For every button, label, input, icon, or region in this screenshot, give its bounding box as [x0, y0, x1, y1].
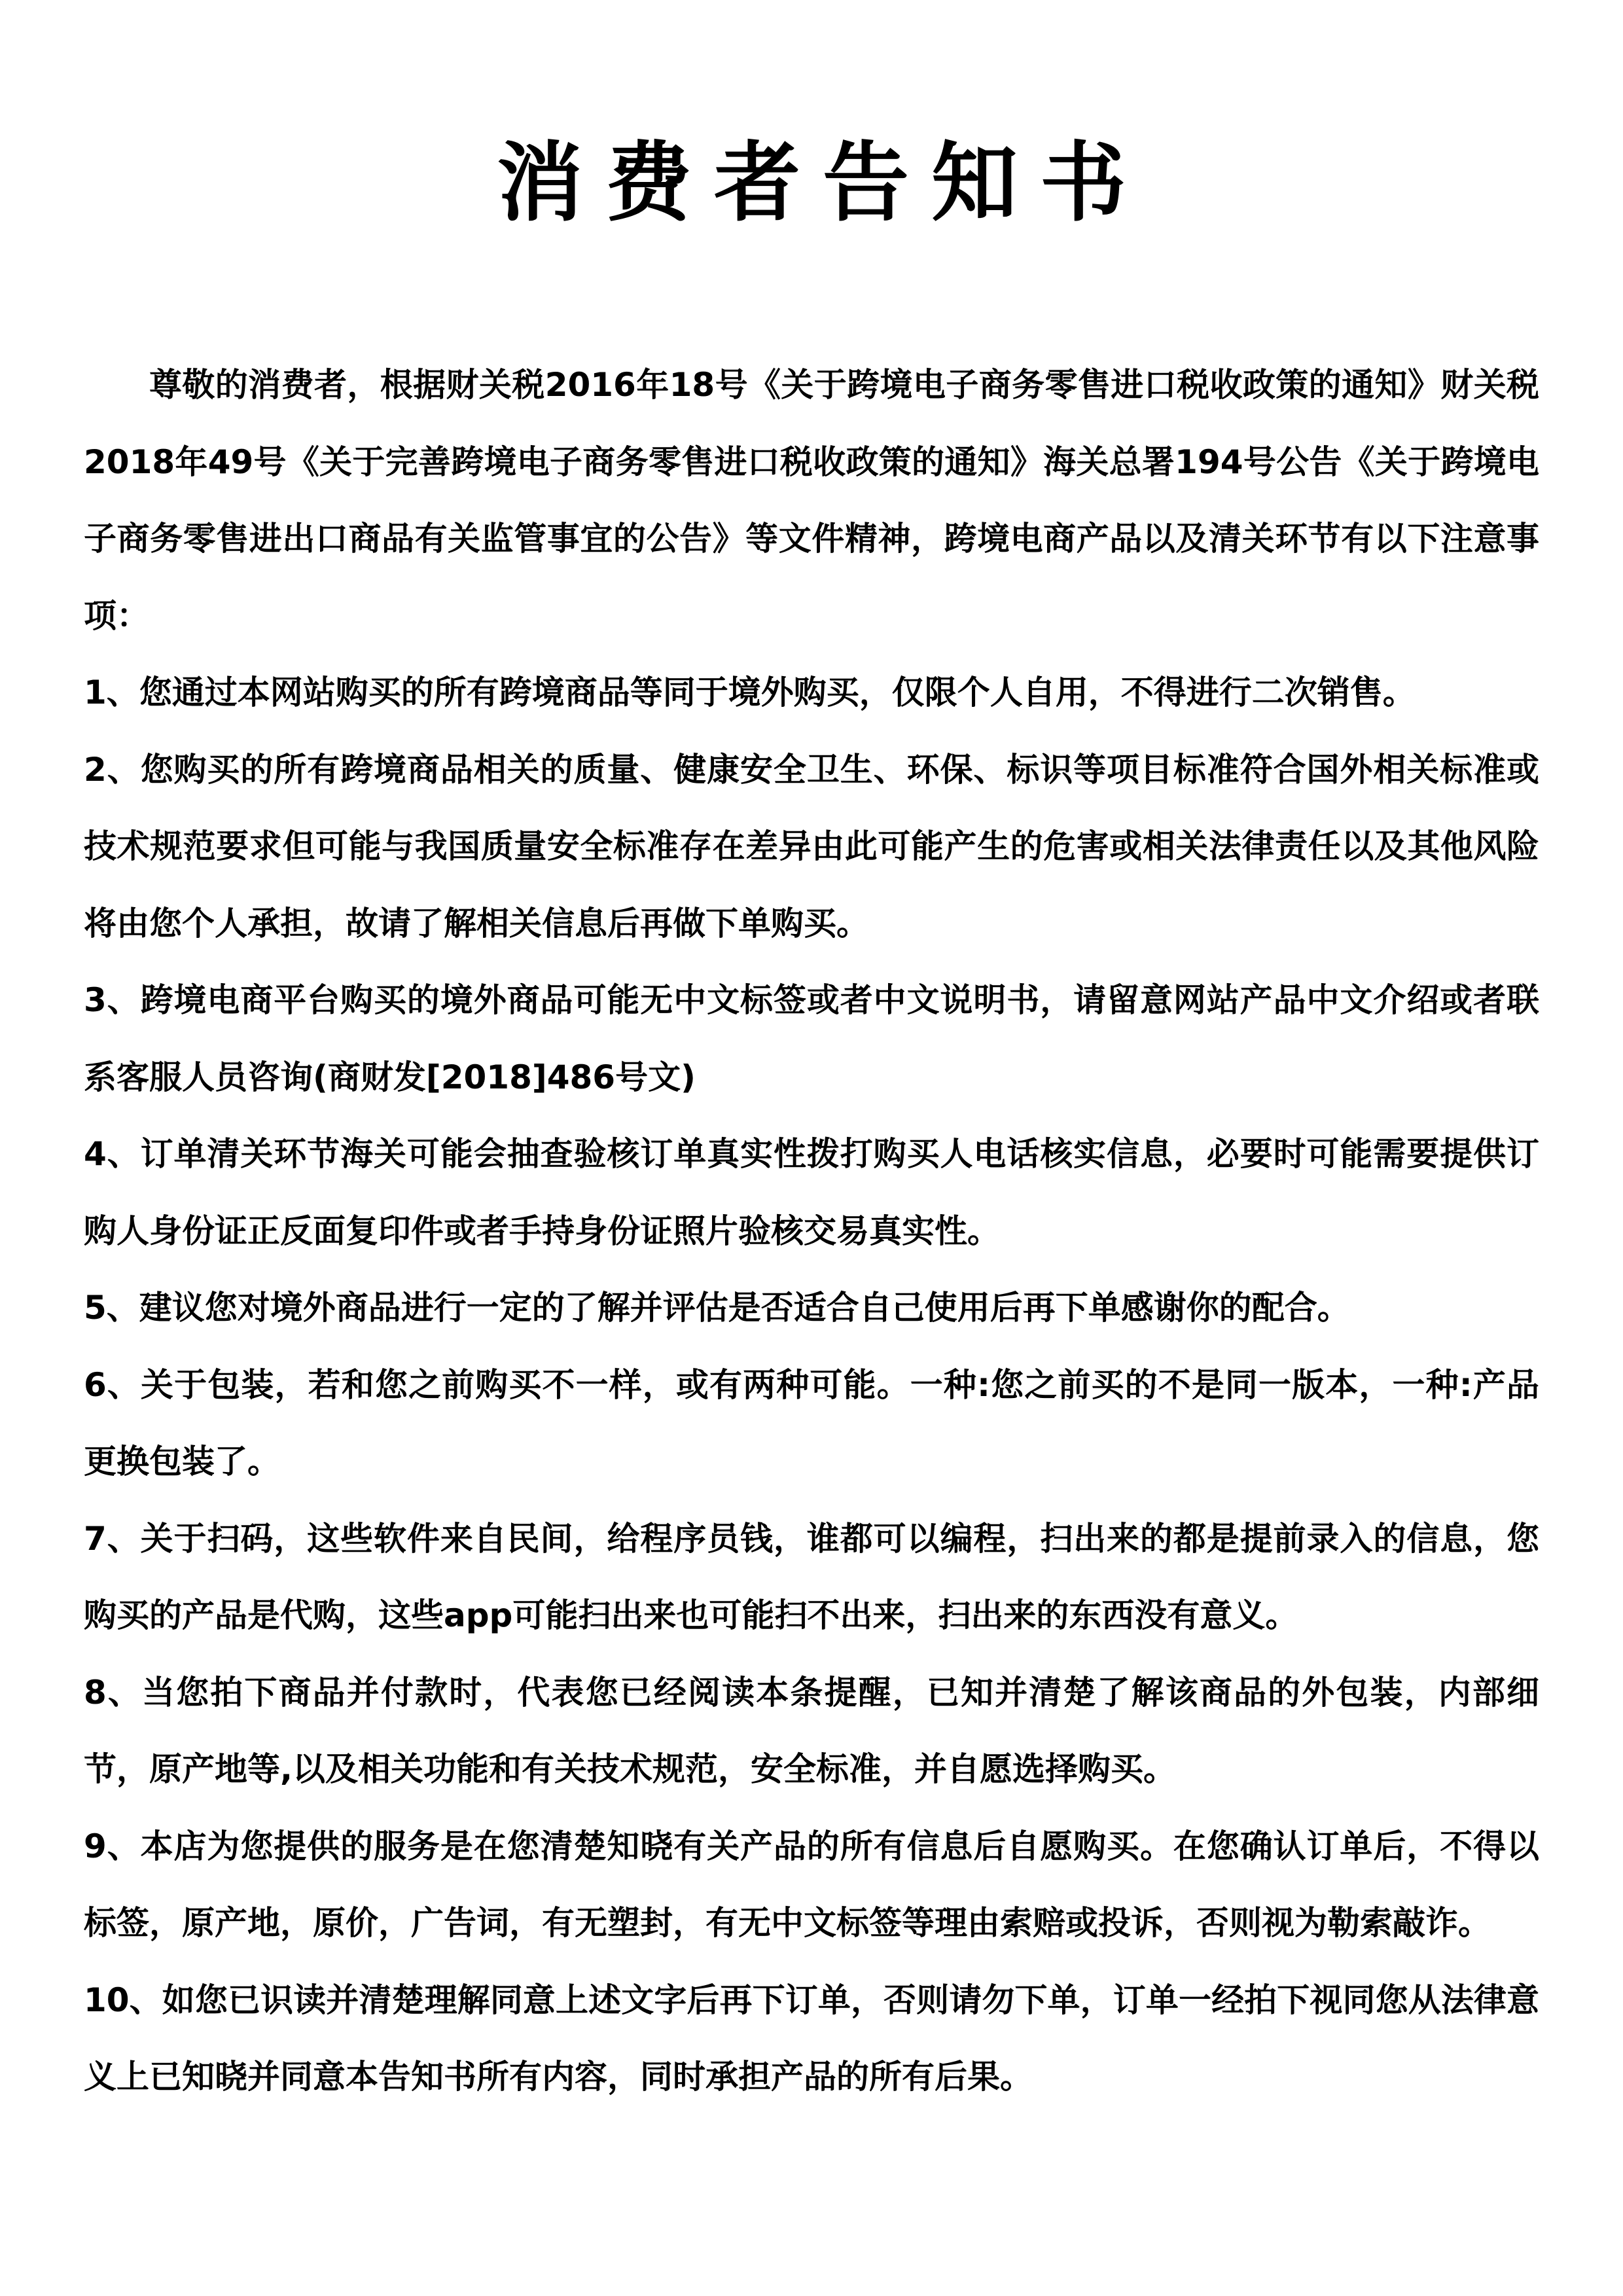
notice-item-8: 8、当您拍下商品并付款时，代表您已经阅读本条提醒，已知并清楚了解该商品的外包装，内部细节，原产地等,以及相关功能和有关技术规范，安全标准，并自愿选择购买。	[84, 1673, 1539, 1788]
notice-item-10: 10、如您已识读并清楚理解同意上述文字后再下订单，否则请勿下单，订单一经拍下视同您从法律意义上已知晓并同意本告知书所有内容，同时承担产品的所有后果。	[84, 1981, 1539, 2096]
notice-item-2: 2、您购买的所有跨境商品相关的质量、健康安全卫生、环保、标识等项目标准符合国外相关标准或技术规范要求但可能与我国质量安全标准存在差异由此可能产生的危害或相关法律责任以及其他风险将由您个人承担，故请了解相关信息后再做下单购买。	[84, 750, 1539, 942]
document-title: 消费者告知书	[497, 133, 1149, 234]
notice-item-5: 5、建议您对境外商品进行一定的了解并评估是否适合自己使用后再下单感谢你的配合。	[84, 1289, 1350, 1327]
notice-item-1: 1、您通过本网站购买的所有跨境商品等同于境外购买，仅限个人自用，不得进行二次销售。	[84, 673, 1416, 711]
notice-item-7: 7、关于扫码，这些软件来自民间，给程序员钱，谁都可以编程，扫出来的都是提前录入的信息，您购买的产品是代购，这些app可能扫出来也可能扫不出来，扫出来的东西没有意义。	[84, 1519, 1539, 1634]
notice-item-9: 9、本店为您提供的服务是在您清楚知晓有关产品的所有信息后自愿购买。在您确认订单后，不得以标签，原产地，原价，广告词，有无塑封，有无中文标签等理由索赔或投诉，否则视为勒索敲诈。	[84, 1827, 1539, 1942]
notice-item-6: 6、关于包装，若和您之前购买不一样，或有两种可能。一种:您之前买的不是同一版本，一种:产品更换包装了。	[84, 1365, 1539, 1480]
notice-item-3: 3、跨境电商平台购买的境外商品可能无中文标签或者中文说明书，请留意网站产品中文介绍或者联系客服人员咨询(商财发[2018]486号文)	[84, 981, 1539, 1096]
intro-paragraph: 尊敬的消费者，根据财关税2016年18号《关于跨境电子商务零售进口税收政策的通知》财关税2018年49号《关于完善跨境电子商务零售进口税收政策的通知》海关总署194号公告《关于跨境电子商务零售进出口商品有关监管事宜的公告》等文件精神，跨境电商产品以及清关环节有以下注意事项：	[84, 366, 1539, 635]
document-body	[84, 347, 1539, 2116]
notice-item-4: 4、订单清关环节海关可能会抽查验核订单真实性拨打购买人电话核实信息，必要时可能需要提供订购人身份证正反面复印件或者手持身份证照片验核交易真实性。	[84, 1135, 1539, 1250]
